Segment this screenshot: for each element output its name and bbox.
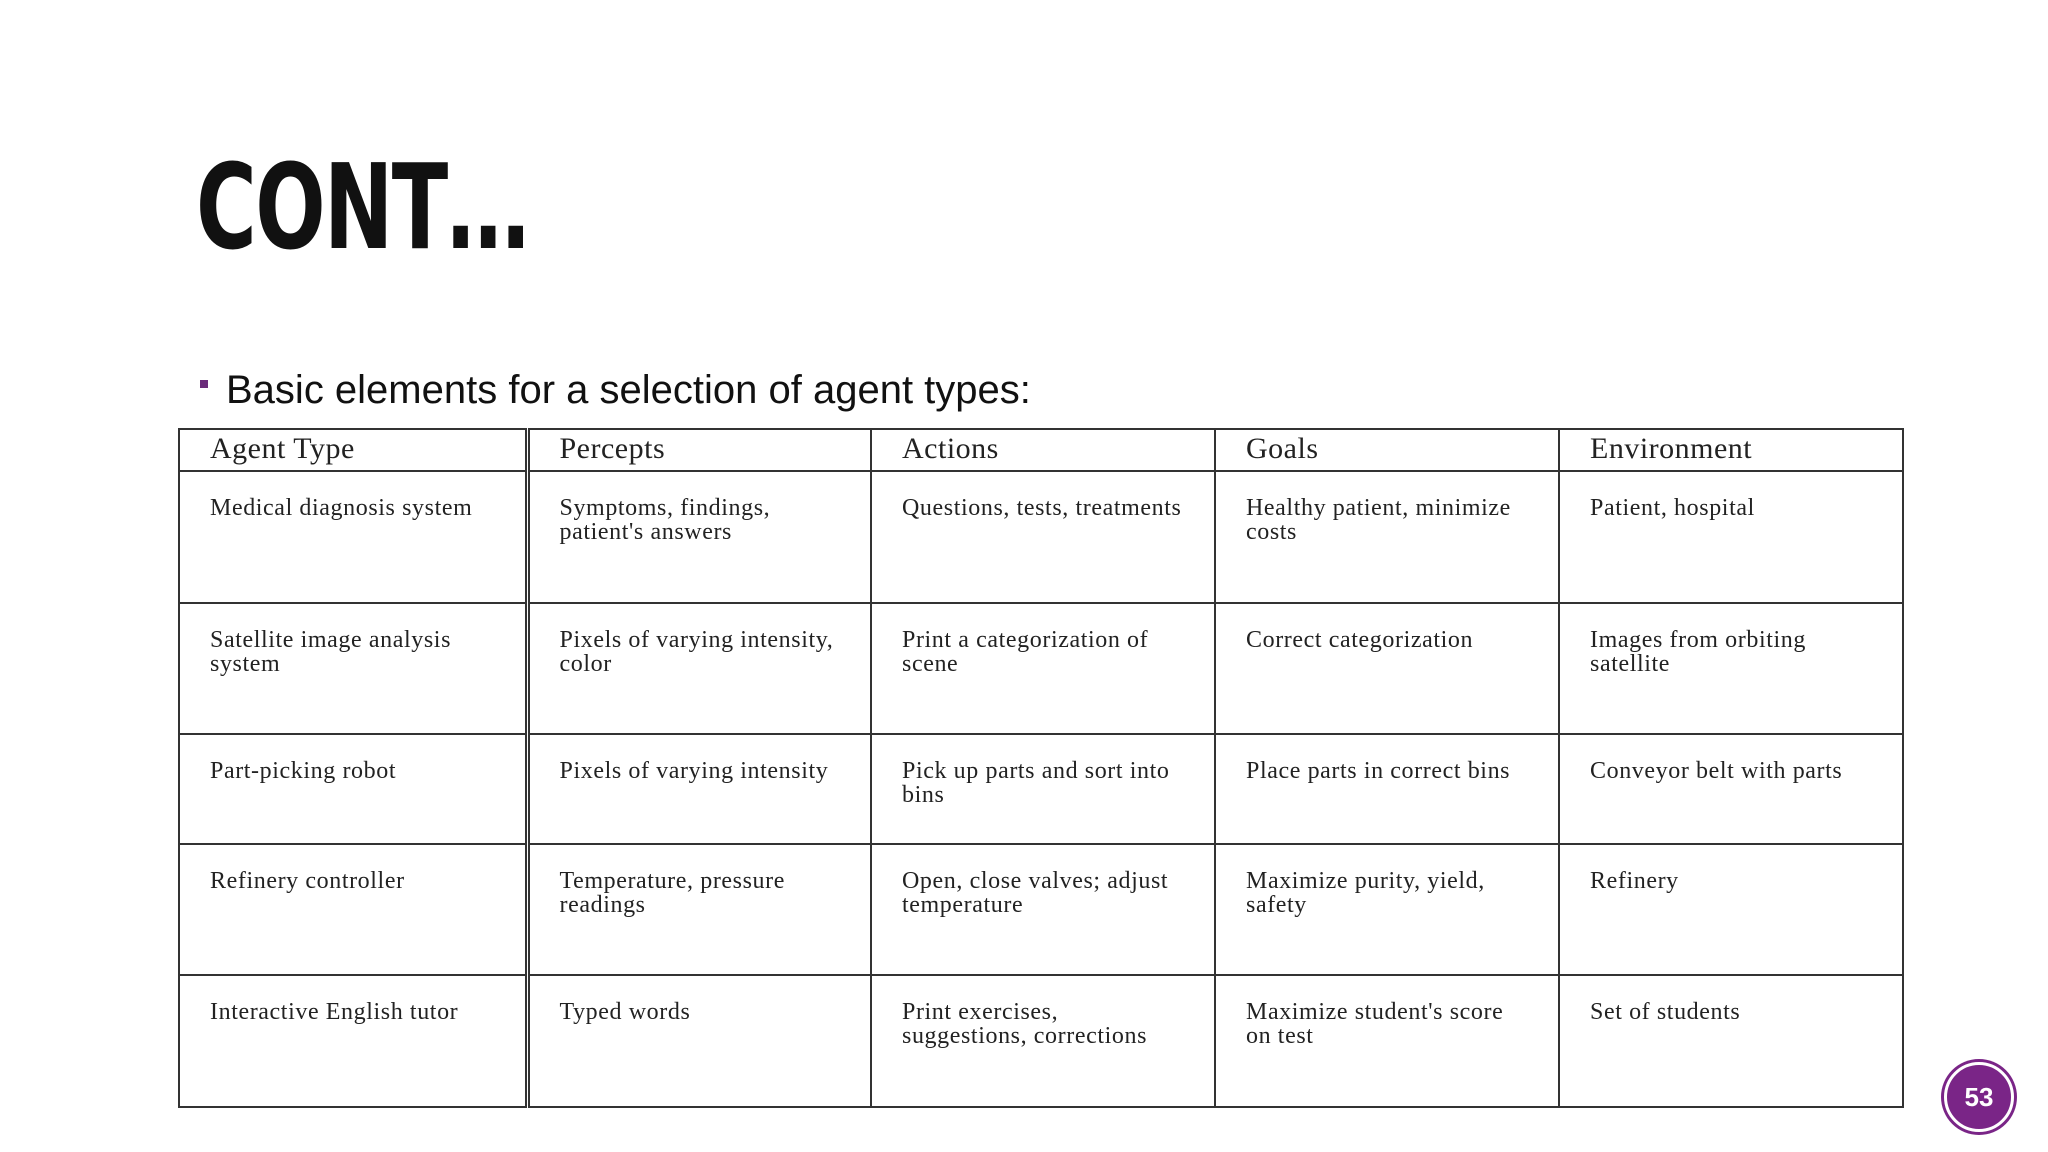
table-cell-goals: Place parts in correct bins <box>1215 734 1559 843</box>
table-cell-agent-type: Part-picking robot <box>179 734 527 843</box>
table-cell-actions: Open, close valves; adjust temperature <box>871 844 1215 976</box>
table-cell-actions: Print exercises, suggestions, corrections <box>871 975 1215 1107</box>
table-cell-goals: Maximize purity, yield, safety <box>1215 844 1559 976</box>
table-cell-actions: Pick up parts and sort into bins <box>871 734 1215 843</box>
bullet-square-icon <box>200 380 208 388</box>
column-header-percepts: Percepts <box>527 429 871 471</box>
table-cell-percepts: Pixels of varying intensity, color <box>527 603 871 735</box>
slide-title: CONT… <box>196 138 528 276</box>
table-cell-percepts: Symptoms, findings, patient's answers <box>527 471 871 603</box>
column-header-actions: Actions <box>871 429 1215 471</box>
table-row <box>179 975 1903 1107</box>
table-cell-agent-type: Medical diagnosis system <box>179 471 527 603</box>
table-cell-goals: Correct categorization <box>1215 603 1559 735</box>
table-row <box>179 471 1903 603</box>
table-header-row <box>179 429 1903 471</box>
table-row <box>179 734 1903 843</box>
column-header-goals: Goals <box>1215 429 1559 471</box>
table-row <box>179 603 1903 735</box>
table-cell-goals: Maximize student's score on test <box>1215 975 1559 1107</box>
table-cell-actions: Questions, tests, treatments <box>871 471 1215 603</box>
column-header-environment: Environment <box>1559 429 1903 471</box>
table-cell-environment: Refinery <box>1559 844 1903 976</box>
table-cell-percepts: Pixels of varying intensity <box>527 734 871 843</box>
agent-types-table <box>178 428 1904 1108</box>
table-cell-agent-type: Satellite image analysis system <box>179 603 527 735</box>
table-row <box>179 844 1903 976</box>
table-cell-environment: Patient, hospital <box>1559 471 1903 603</box>
table-cell-goals: Healthy patient, minimize costs <box>1215 471 1559 603</box>
table-cell-environment: Set of students <box>1559 975 1903 1107</box>
table-cell-environment: Images from orbiting satellite <box>1559 603 1903 735</box>
bullet-text: Basic elements for a selection of agent types: <box>226 368 1031 412</box>
table-cell-percepts: Typed words <box>527 975 871 1107</box>
column-header-agent-type: Agent Type <box>179 429 527 471</box>
table-cell-actions: Print a categorization of scene <box>871 603 1215 735</box>
table-cell-environment: Conveyor belt with parts <box>1559 734 1903 843</box>
table-cell-agent-type: Interactive English tutor <box>179 975 527 1107</box>
page-number-badge: 53 <box>1944 1062 2014 1132</box>
bullet-item <box>200 368 1031 412</box>
table-cell-agent-type: Refinery controller <box>179 844 527 976</box>
table-cell-percepts: Temperature, pressure readings <box>527 844 871 976</box>
